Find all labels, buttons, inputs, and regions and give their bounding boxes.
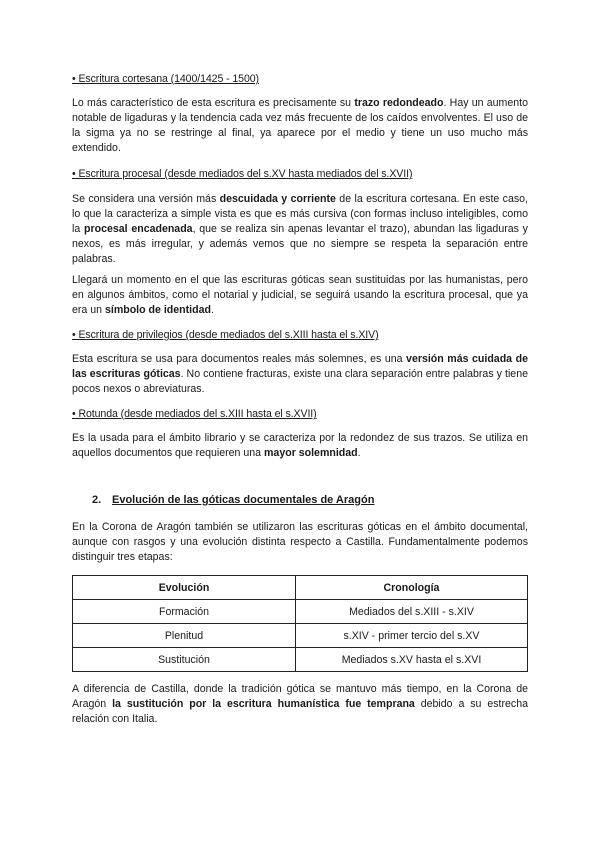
- section-number: 2.: [92, 494, 102, 506]
- text-run: , que se realiza sin apenas levantar el trazo), abundan las ligaduras y nexos, es más irregular, y además vemos que no siempre se respeta la separación entre palabras.: [72, 223, 528, 265]
- table-row: [73, 600, 528, 624]
- text-run: En la Corona de Aragón también se utilizaron las escrituras góticas en el ámbito documental, aunque con rasgos y una evolución distinta respecto a Castilla. Fundamentalmente podemos distinguir tres etapas:: [72, 521, 528, 563]
- paragraph-closing: [72, 682, 528, 727]
- paragraph-procesal-1: [72, 192, 528, 267]
- heading-escritura-cortesana: • Escritura cortesana (1400/1425 - 1500): [72, 73, 259, 85]
- table-header-cronologia: Cronología: [296, 576, 528, 600]
- heading-rotunda: • Rotunda (desde mediados del s.XIII hasta el s.XVII): [72, 408, 317, 420]
- text-run: Esta escritura se usa para documentos reales más solemnes, es una: [72, 353, 407, 365]
- section-title-text: Evolución de las góticas documentales de Aragón: [112, 494, 375, 506]
- emphasis-text: símbolo de identidad: [104, 304, 211, 316]
- heading-escritura-procesal: • Escritura procesal (desde mediados del s.XV hasta mediados del s.XVII): [72, 168, 413, 180]
- text-run: Se considera una versión más: [72, 193, 220, 205]
- text-run: Llegará un momento en el que las escrituras góticas sean sustituidas por las humanistas, pero en algunos ámbitos, como el notarial y judicial, se seguirá usando la escritura procesal, que ya era un: [72, 274, 528, 316]
- table-cell: Plenitud: [73, 624, 296, 648]
- table-row: [73, 648, 528, 672]
- table-cell: Formación: [73, 600, 296, 624]
- text-run: .: [357, 447, 361, 459]
- text-run: de la escritura cortesana. En este caso, lo que la caracteriza a simple vista es que es más cursiva (con formas incluso inteligibles, como la: [72, 193, 528, 235]
- text-run: A diferencia de Castilla, donde la tradición gótica se mantuvo más tiempo, en la Corona de Aragón: [72, 683, 528, 710]
- paragraph-procesal-2: [72, 273, 528, 318]
- table-row: [73, 624, 528, 648]
- paragraph-cortesana: [72, 96, 528, 156]
- paragraph-privilegios: [72, 352, 528, 397]
- table-cell: Mediados s.XV hasta el s.XVI: [296, 648, 528, 672]
- table-header-row: [73, 576, 528, 600]
- emphasis-text: la sustitución por la escritura humanística fue temprana: [112, 698, 415, 710]
- text-run: debido a su estrecha relación con Italia.: [72, 698, 528, 725]
- section-title: [92, 494, 374, 506]
- table-header-evolucion: Evolución: [73, 576, 296, 600]
- heading-escritura-privilegios: • Escritura de privilegios (desde mediados del s.XIII hasta el s.XIV): [72, 329, 379, 341]
- text-run: Lo más característico de esta escritura es precisamente su: [72, 97, 355, 109]
- emphasis-text: trazo redondeado: [354, 97, 444, 109]
- emphasis-text: versión más cuidada de las escrituras góticas: [72, 353, 528, 380]
- text-run: . Hay un aumento notable de ligaduras y la tendencia cada vez más frecuente de los caídos envolventes. El uso de la sigma ya no se restringe al final, ya aparece por el medio y tiene un uso mucho más extendido.: [72, 97, 528, 154]
- paragraph-rotunda: [72, 431, 528, 461]
- text-run: .: [210, 304, 214, 316]
- table-cell: Sustitución: [73, 648, 296, 672]
- paragraph-section-intro: [72, 520, 528, 565]
- emphasis-text: mayor solemnidad: [264, 447, 358, 459]
- table-cell: Mediados del s.XIII - s.XIV: [296, 600, 528, 624]
- evolution-table: [72, 575, 528, 672]
- text-run: Es la usada para el ámbito librario y se caracteriza por la redondez de sus trazos. Se utiliza en aquellos documentos que requieren una: [72, 432, 528, 459]
- text-run: . No contiene fracturas, existe una clara separación entre palabras y tiene pocos nexos o abreviaturas.: [72, 368, 528, 395]
- emphasis-text: descuidada y corriente: [219, 193, 336, 205]
- emphasis-text: procesal encadenada: [84, 223, 193, 235]
- table-cell: s.XIV - primer tercio del s.XV: [296, 624, 528, 648]
